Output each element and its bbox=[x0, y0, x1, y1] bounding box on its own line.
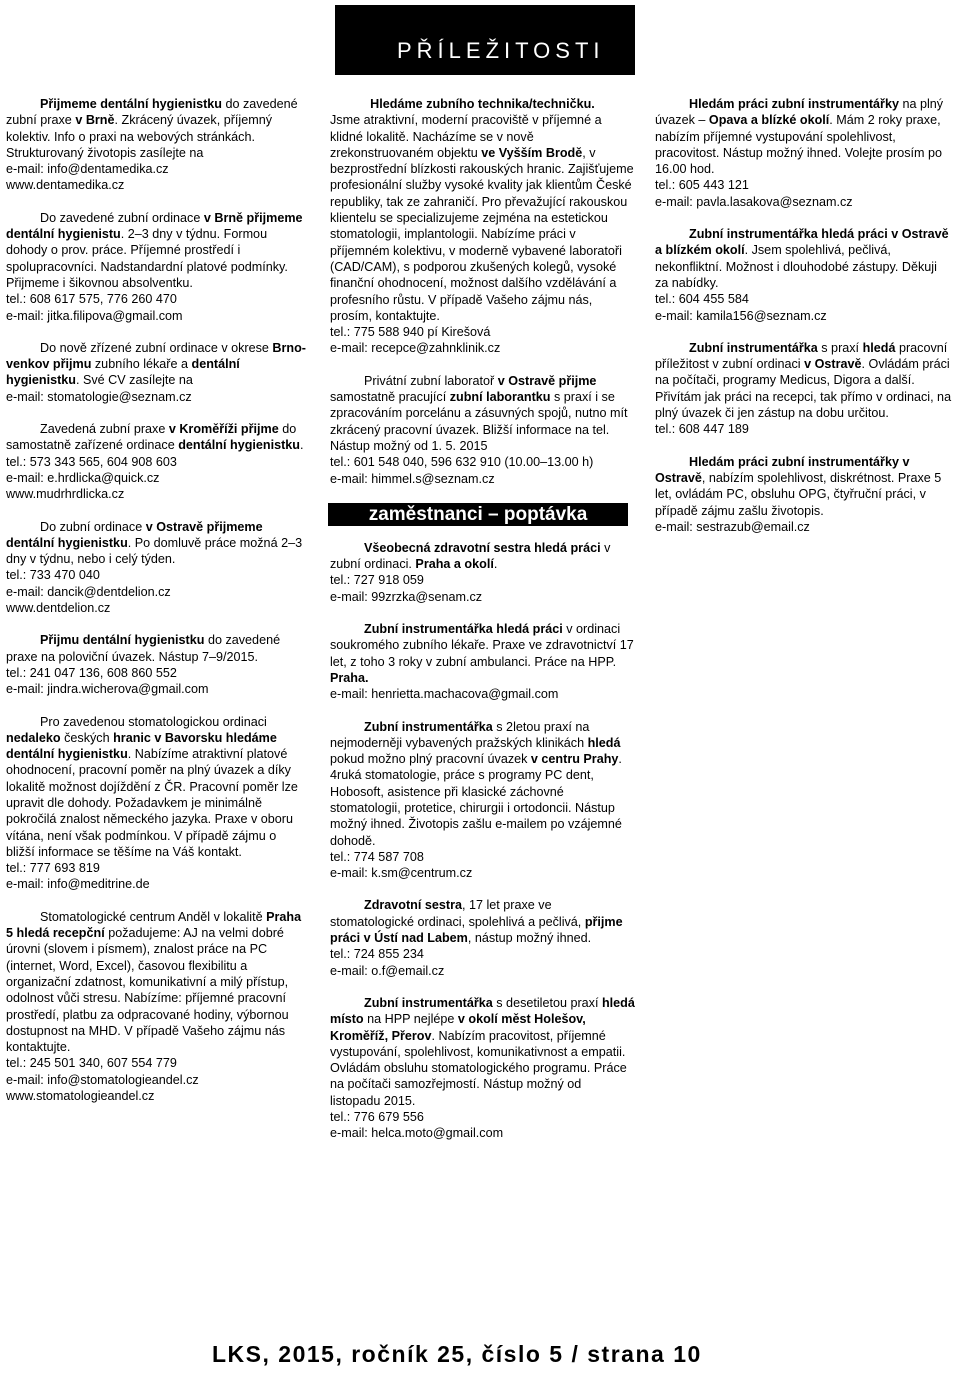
contact-email[interactable]: e-mail: recepce@zahnklinik.cz bbox=[330, 341, 501, 356]
contact-phone: tel.: 605 443 121 bbox=[655, 178, 749, 193]
contact-email[interactable]: e-mail: sestrazub@email.cz bbox=[655, 519, 810, 534]
contact-phone: tel.: 601 548 040, 596 632 910 (10.00–13.00 h) bbox=[330, 455, 594, 470]
ad-body bbox=[6, 96, 306, 161]
section-header bbox=[335, 5, 635, 75]
ad-text: Zubní instrumentářka hledá práci v Ostravě a blízkém okolí bbox=[655, 227, 949, 258]
ad-brno-venkov bbox=[6, 340, 306, 405]
ad-text: Zubní instrumentářka bbox=[689, 340, 818, 355]
ad-text: dentální hygienistku bbox=[6, 357, 240, 388]
contact-web[interactable]: www.stomatologieandel.cz bbox=[6, 1089, 155, 1104]
ad-ostrava-ordinace bbox=[655, 340, 953, 438]
ad-text: . Nabízíme atraktivní platové ohodnocení, pracovní poměr na plný úvazek a díky lokalitě možnost dojíždění z ČR. Pracovní poměr lze upravit dle dohody. Požadavkem je minimálně pokročilá znalost německého jazyka. Praxe v oboru vítána, není však podmínkou. V případě zájmu o bližší informace se těšíme na Váš kontakt. bbox=[6, 747, 298, 859]
page-footer: LKS, 2015, ročník 25, číslo 5 / strana 10 bbox=[212, 1341, 702, 1367]
contact-phone: tel.: 733 470 040 bbox=[6, 568, 100, 583]
ad-text: Jsme atraktivní, moderní pracoviště v příjemné a klidné lokalitě. Nacházíme se v nově zrekonstruovaném objektu bbox=[330, 113, 602, 160]
ad-text: hledá bbox=[862, 340, 896, 355]
column-1 bbox=[6, 96, 306, 1120]
ad-text: hranic v Bavorsku hledáme dentální hygienistku bbox=[6, 730, 277, 762]
ad-text: . 2–3 dny v týdnu. Formou dohody o prov. práce. Příjemné prostředí i spolupracovníci. Nadstandardní platové podmínky. Přijmeme i šikovnou absolventku. bbox=[6, 227, 288, 290]
ad-text: na HPP nejlépe bbox=[363, 1012, 458, 1027]
ad-body bbox=[655, 226, 953, 291]
section-title: PŘÍLEŽITOSTI bbox=[397, 38, 605, 63]
ad-body bbox=[330, 995, 635, 1109]
ad-text: . bbox=[493, 557, 498, 572]
ad-text: Zubní instrumentářka hledá práci bbox=[364, 622, 563, 637]
ad-text: , nástup možný ihned. bbox=[467, 931, 592, 946]
ad-brno-ordinace bbox=[6, 210, 306, 324]
ad-text: pracovní příležitost v zubní ordinaci bbox=[655, 340, 948, 372]
ad-ostrava-okoli bbox=[655, 226, 953, 324]
ad-body bbox=[655, 454, 953, 519]
contact-phone: tel.: 724 855 234 bbox=[330, 947, 424, 962]
contact-email[interactable]: e-mail: dancik@dentdelion.cz bbox=[6, 584, 171, 599]
ad-text: Pro zavedenou stomatologickou ordinaci bbox=[40, 714, 267, 729]
ad-text: . Své CV zasílejte na bbox=[75, 373, 193, 388]
ad-text: v okolí měst Holešov, Kroměříž, Přerov bbox=[330, 1012, 586, 1043]
ad-text: s 2letou praxí na nejmoderněji vybavených pražských klinikách bbox=[330, 719, 590, 750]
ad-body bbox=[6, 421, 306, 454]
ad-body bbox=[655, 96, 953, 177]
ad-text: požadujeme: AJ na velmi dobré úrovni (slovem i písmem), znalost práce na PC (internet, Word, Excel), časovou flexibilitu a organizační zdatnost, komunikativní a milý přístup, odolnost vůči stresu. Nabízíme: příjemné pracovní prostředí, platbu za odpracované hodiny, výbornou dostupnost na MHD. V případě Vašeho zájmu nás kontaktujte. bbox=[6, 926, 289, 1055]
ad-text: do samostatně zařízené ordinace bbox=[6, 422, 297, 453]
contact-email[interactable]: e-mail: 99zrzka@senam.cz bbox=[330, 589, 483, 604]
contact-phone: tel.: 775 588 940 pí Kirešová bbox=[330, 325, 491, 340]
ad-text: Zdravotní sestra bbox=[364, 898, 462, 913]
ad-text: Přijmeme dentální hygienistku bbox=[40, 97, 222, 111]
contact-web[interactable]: www.dentdelion.cz bbox=[6, 601, 111, 616]
contact-web[interactable]: www.mudrhrdlicka.cz bbox=[6, 487, 125, 502]
contact-email[interactable]: e-mail: info@meditrine.de bbox=[6, 877, 150, 892]
ad-text: do zavedené zubní praxe bbox=[6, 97, 298, 128]
ad-body bbox=[6, 210, 306, 291]
ad-body bbox=[6, 340, 306, 389]
ad-text: Do zavedené zubní ordinace bbox=[40, 210, 204, 225]
ad-text: Všeobecná zdravotní sestra hledá práci bbox=[364, 540, 601, 555]
ad-holesov bbox=[330, 995, 635, 1142]
ad-body bbox=[330, 112, 635, 324]
contact-phone: tel.: 776 679 556 bbox=[330, 1110, 424, 1125]
ad-instrumentarka-centrum bbox=[330, 719, 635, 882]
ad-body bbox=[655, 340, 953, 421]
contact-phone: tel.: 727 918 059 bbox=[330, 573, 424, 588]
ad-text: Praha a okolí bbox=[415, 557, 494, 572]
contact-phone: tel.: 608 617 575, 776 260 470 bbox=[6, 292, 177, 307]
ad-text: Přijmu dentální hygienistku bbox=[40, 633, 205, 648]
contact-phone: tel.: 777 693 819 bbox=[6, 861, 100, 876]
ad-text: nedaleko bbox=[6, 730, 61, 745]
column-2 bbox=[330, 96, 635, 1158]
contact-email[interactable]: e-mail: himmel.s@seznam.cz bbox=[330, 471, 495, 486]
ad-text: Praha. bbox=[330, 670, 369, 685]
ad-body bbox=[330, 540, 635, 573]
contact-phone: tel.: 245 501 340, 607 554 779 bbox=[6, 1056, 177, 1071]
ad-usti-nad-labem bbox=[330, 897, 635, 978]
ad-text: s desetiletou praxí bbox=[492, 995, 602, 1010]
ad-text: Do nově zřízené zubní ordinace v okrese bbox=[40, 340, 273, 355]
ad-text: hledá místo bbox=[330, 995, 635, 1027]
contact-web[interactable]: www.dentamedika.cz bbox=[6, 178, 125, 193]
ad-ostrava-laborator bbox=[330, 373, 635, 487]
column-3 bbox=[655, 96, 953, 551]
ad-text: . Mám 2 roky praxe, nabízím příjemné vystupování spolehlivost, pracovitost. Nástup možný ihned. Volejte prosím po 16.00 hod. bbox=[655, 113, 943, 177]
contact-email[interactable]: e-mail: kamila156@seznam.cz bbox=[655, 308, 827, 323]
ad-text: v Ostravě přijme bbox=[497, 373, 597, 388]
ad-body bbox=[330, 96, 635, 112]
contact-email[interactable]: e-mail: jindra.wicherova@gmail.com bbox=[6, 682, 209, 697]
ad-body bbox=[6, 632, 306, 665]
ad-body bbox=[6, 519, 306, 568]
ad-text: s praxí i se zpracováním porcelánu a zásuvných spojů, nutno mít zkrácený pracovní úvazek. Bližší informace na tel. Nástup možný od 1. 5. 2015 bbox=[330, 390, 628, 453]
ad-text: v Ostravě přijmeme dentální hygienistku bbox=[6, 519, 263, 550]
ad-text: . Ovládám práci na počítači, programy Medicus, Digora a další. Přivítám jak práci na recepci, tak přímo v ordinaci, na plný úvazek či jen zástup na dobu určitou. bbox=[655, 357, 952, 421]
contact-email[interactable]: e-mail: e.hrdlicka@quick.cz bbox=[6, 470, 160, 485]
contact-email[interactable]: e-mail: info@stomatologieandel.cz bbox=[6, 1072, 199, 1087]
contact-email[interactable]: e-mail: henrietta.machacova@gmail.com bbox=[330, 687, 559, 702]
ad-ostrava-diskretnost bbox=[655, 454, 953, 535]
ad-text: Hledám práci zubní instrumentářky v Ostravě bbox=[655, 454, 910, 485]
contact-phone: tel.: 573 343 565, 604 908 603 bbox=[6, 454, 177, 469]
ad-text: Opava a blízké okolí bbox=[708, 113, 830, 128]
ad-text: Zavedená zubní praxe bbox=[40, 422, 169, 437]
ad-text: . 4ruká stomatologie, práce s programy PC dent, Hobosoft, asistence při klasické záchovné stomatologii, protetice, chirurgii i ortodoncii. Nástup možný ihned. Životopis zašlu e-mailem po vzájemné dohodě. bbox=[330, 752, 622, 848]
ad-text: v centru Prahy bbox=[530, 752, 619, 767]
contact-email[interactable]: e-mail: pavla.lasakova@seznam.cz bbox=[655, 194, 853, 209]
contact-phone: tel.: 604 455 584 bbox=[655, 292, 749, 307]
ad-text: samostatně pracující bbox=[330, 390, 450, 405]
ad-text: . Po domluvě práce možná 2–3 dny v týdnu, nebo i celý týden. bbox=[6, 535, 303, 567]
ad-zdravotni-sestra-praha bbox=[330, 540, 635, 605]
contact-email[interactable]: e-mail: o.f@email.cz bbox=[330, 963, 445, 978]
ad-text: Brno-venkov přijmu bbox=[6, 340, 306, 372]
ad-text: , 17 let praxe ve stomatologické ordinaci, spolehlivá a pečlivá, bbox=[330, 898, 585, 929]
ad-text: Hledám práci zubní instrumentářky bbox=[689, 97, 899, 111]
contact-email[interactable]: e-mail: info@dentamedika.cz bbox=[6, 162, 169, 177]
ad-polovicni-uvazek bbox=[6, 632, 306, 697]
ad-text: v ordinaci soukromého zubního lékaře. Praxe ve zdravotnictví 17 let, z toho 3 roky v zubní ambulanci. Práce na HPP. bbox=[330, 622, 634, 669]
ad-text: Praha 5 hledá recepční bbox=[6, 909, 302, 941]
ad-ostrava-dentdelion bbox=[6, 519, 306, 617]
ad-text: v zubní ordinaci. bbox=[330, 540, 611, 572]
ad-text: . Nabízím pracovitost, příjemné vystupování, spolehlivost, komunikativnost a empatii. Ovládám obsluhu stomatologického programu. Práce na počítači samozřejmostí. Nástup možný od listopadu 2015. bbox=[330, 1028, 627, 1108]
ad-bavorsko bbox=[6, 714, 306, 893]
ad-text: , v bezprostřední blízkosti rakouských hranic. Zajišťujeme profesionální služby vysoké kvality jak klientům České republiky, tak ze zahraničí. Pro převažující rakouskou klientelu se specializujeme zejména na estetickou stomatologii, implantologii. Nabízíme práci v příjemném kolektivu, v moderně vybavené laboratoři (CAD/CAM), s podporou zkušených kolegů, vysoké finanční ohodnocení, možnost dalšího vzdělávání a profesního růstu. V případě Vašeho zájmu nás, prosím, kontaktujte. bbox=[330, 145, 634, 323]
ad-text: . Jsem spolehlivá, pečlivá, nekonfliktní. Možnost i dlouhodobé zástupy. Děkuji za nabídky. bbox=[655, 243, 937, 290]
ad-text: v Ostravě bbox=[804, 357, 862, 372]
ad-text: dentální hygienistku bbox=[178, 438, 300, 453]
ad-body bbox=[330, 373, 635, 454]
ad-text: , nabízím spolehlivost, diskrétnost. Praxe 5 let, ovládám PC, obsluhu OPG, čtyřruční práci, v případě zájmu zašlu životopis. bbox=[655, 470, 942, 518]
ad-text: Hledáme zubního technika/techničku. bbox=[370, 97, 595, 111]
ad-andel-recepcni bbox=[6, 909, 306, 1105]
ad-text: . bbox=[299, 438, 304, 453]
ad-text: Privátní zubní laboratoř bbox=[364, 373, 498, 388]
ad-vyssi-brod bbox=[330, 96, 635, 357]
ad-text: do zavedené praxe na poloviční úvazek. Nástup 7–9/2015. bbox=[6, 633, 281, 664]
ad-text: zubního lékaře a bbox=[91, 357, 192, 372]
contact-phone: tel.: 774 587 708 bbox=[330, 849, 424, 864]
ad-opava bbox=[655, 96, 953, 210]
ad-text: v Brně přijmeme dentální hygienistu bbox=[6, 210, 303, 242]
ad-body bbox=[330, 719, 635, 849]
ad-text: . Zkrácený úvazek, příjemný kolektiv. Info o praxi na webových stránkách. Strukturovaný životopis zasílejte na bbox=[6, 113, 272, 160]
ad-kromeriz bbox=[6, 421, 306, 502]
contact-email[interactable]: e-mail: stomatologie@seznam.cz bbox=[6, 389, 192, 404]
ad-text: Zubní instrumentářka bbox=[364, 719, 493, 734]
ad-instrumentarka-praha bbox=[330, 621, 635, 702]
ad-body bbox=[330, 897, 635, 946]
contact-email[interactable]: e-mail: k.sm@centrum.cz bbox=[330, 866, 473, 881]
ad-text: v Kroměříži přijme bbox=[168, 422, 279, 437]
ad-body bbox=[6, 909, 306, 1056]
ad-text: na plný úvazek – bbox=[655, 97, 944, 128]
ad-text: Do zubní ordinace bbox=[40, 519, 146, 534]
ad-text: v Brně bbox=[75, 113, 115, 128]
contact-email[interactable]: e-mail: jitka.filipova@gmail.com bbox=[6, 308, 183, 323]
ad-text: hledá bbox=[587, 735, 621, 750]
ad-text: přijme práci v Ústí nad Labem bbox=[330, 914, 623, 946]
contact-phone: tel.: 241 047 136, 608 860 552 bbox=[6, 665, 177, 680]
ad-text: pokud možno plný pracovní úvazek bbox=[330, 752, 531, 767]
ad-dentamedika bbox=[6, 96, 306, 194]
section-band: zaměstnanci – poptávka bbox=[328, 503, 628, 526]
ad-text: Zubní instrumentářka bbox=[364, 995, 493, 1010]
contact-phone: tel.: 608 447 189 bbox=[655, 422, 749, 437]
ad-text: s praxí bbox=[817, 340, 863, 355]
ad-text: Stomatologické centrum Anděl v lokalitě bbox=[40, 909, 267, 924]
ad-body bbox=[330, 621, 635, 686]
ad-body bbox=[6, 714, 306, 861]
contact-email[interactable]: e-mail: helca.moto@gmail.com bbox=[330, 1126, 504, 1141]
ad-text: ve Vyšším Brodě bbox=[481, 145, 583, 160]
ad-text: zubní laborantku bbox=[449, 390, 551, 405]
ad-text: českých bbox=[60, 730, 114, 745]
